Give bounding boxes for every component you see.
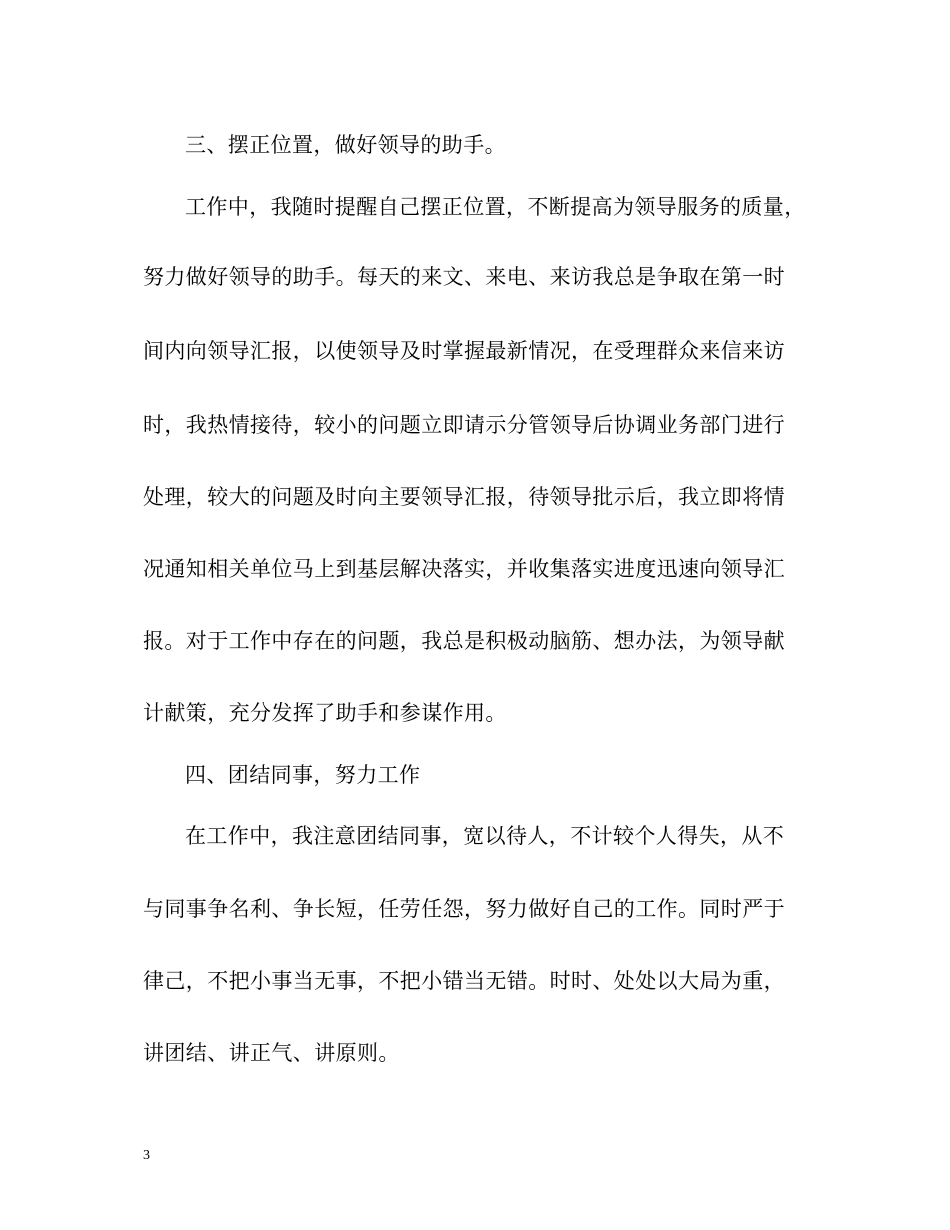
paragraph-line: 时，我热情接待，较小的问题立即请示分管领导后协调业务部门进行 — [143, 413, 785, 437]
paragraph-line: 计献策，充分发挥了助手和参谋作用。 — [143, 701, 507, 725]
paragraph-line: 与同事争名利、争长短，任劳任怨，努力做好自己的工作。同时严于 — [143, 897, 785, 921]
page-number: 3 — [143, 1148, 150, 1163]
paragraph-line: 讲团结、讲正气、讲原则。 — [143, 1041, 400, 1065]
section-heading-4: 四、团结同事，努力工作 — [185, 763, 421, 787]
paragraph-line: 律己，不把小事当无事，不把小错当无错。时时、处处以大局为重， — [143, 969, 785, 993]
paragraph-line: 处理，较大的问题及时向主要领导汇报，待领导批示后，我立即将情 — [143, 485, 785, 509]
paragraph-line: 间内向领导汇报，以使领导及时掌握最新情况，在受理群众来信来访 — [143, 339, 785, 363]
section-heading-3: 三、摆正位置，做好领导的助手。 — [185, 133, 506, 157]
paragraph-line: 工作中，我随时提醒自己摆正位置，不断提高为领导服务的质量， — [185, 195, 806, 219]
paragraph-line: 报。对于工作中存在的问题，我总是积极动脑筋、想办法，为领导献 — [143, 629, 785, 653]
paragraph-line: 在工作中，我注意团结同事，宽以待人，不计较个人得失，从不 — [185, 824, 785, 848]
paragraph-line: 况通知相关单位马上到基层解决落实，并收集落实进度迅速向领导汇 — [143, 557, 785, 581]
paragraph-line: 努力做好领导的助手。每天的来文、来电、来访我总是争取在第一时 — [143, 265, 785, 289]
